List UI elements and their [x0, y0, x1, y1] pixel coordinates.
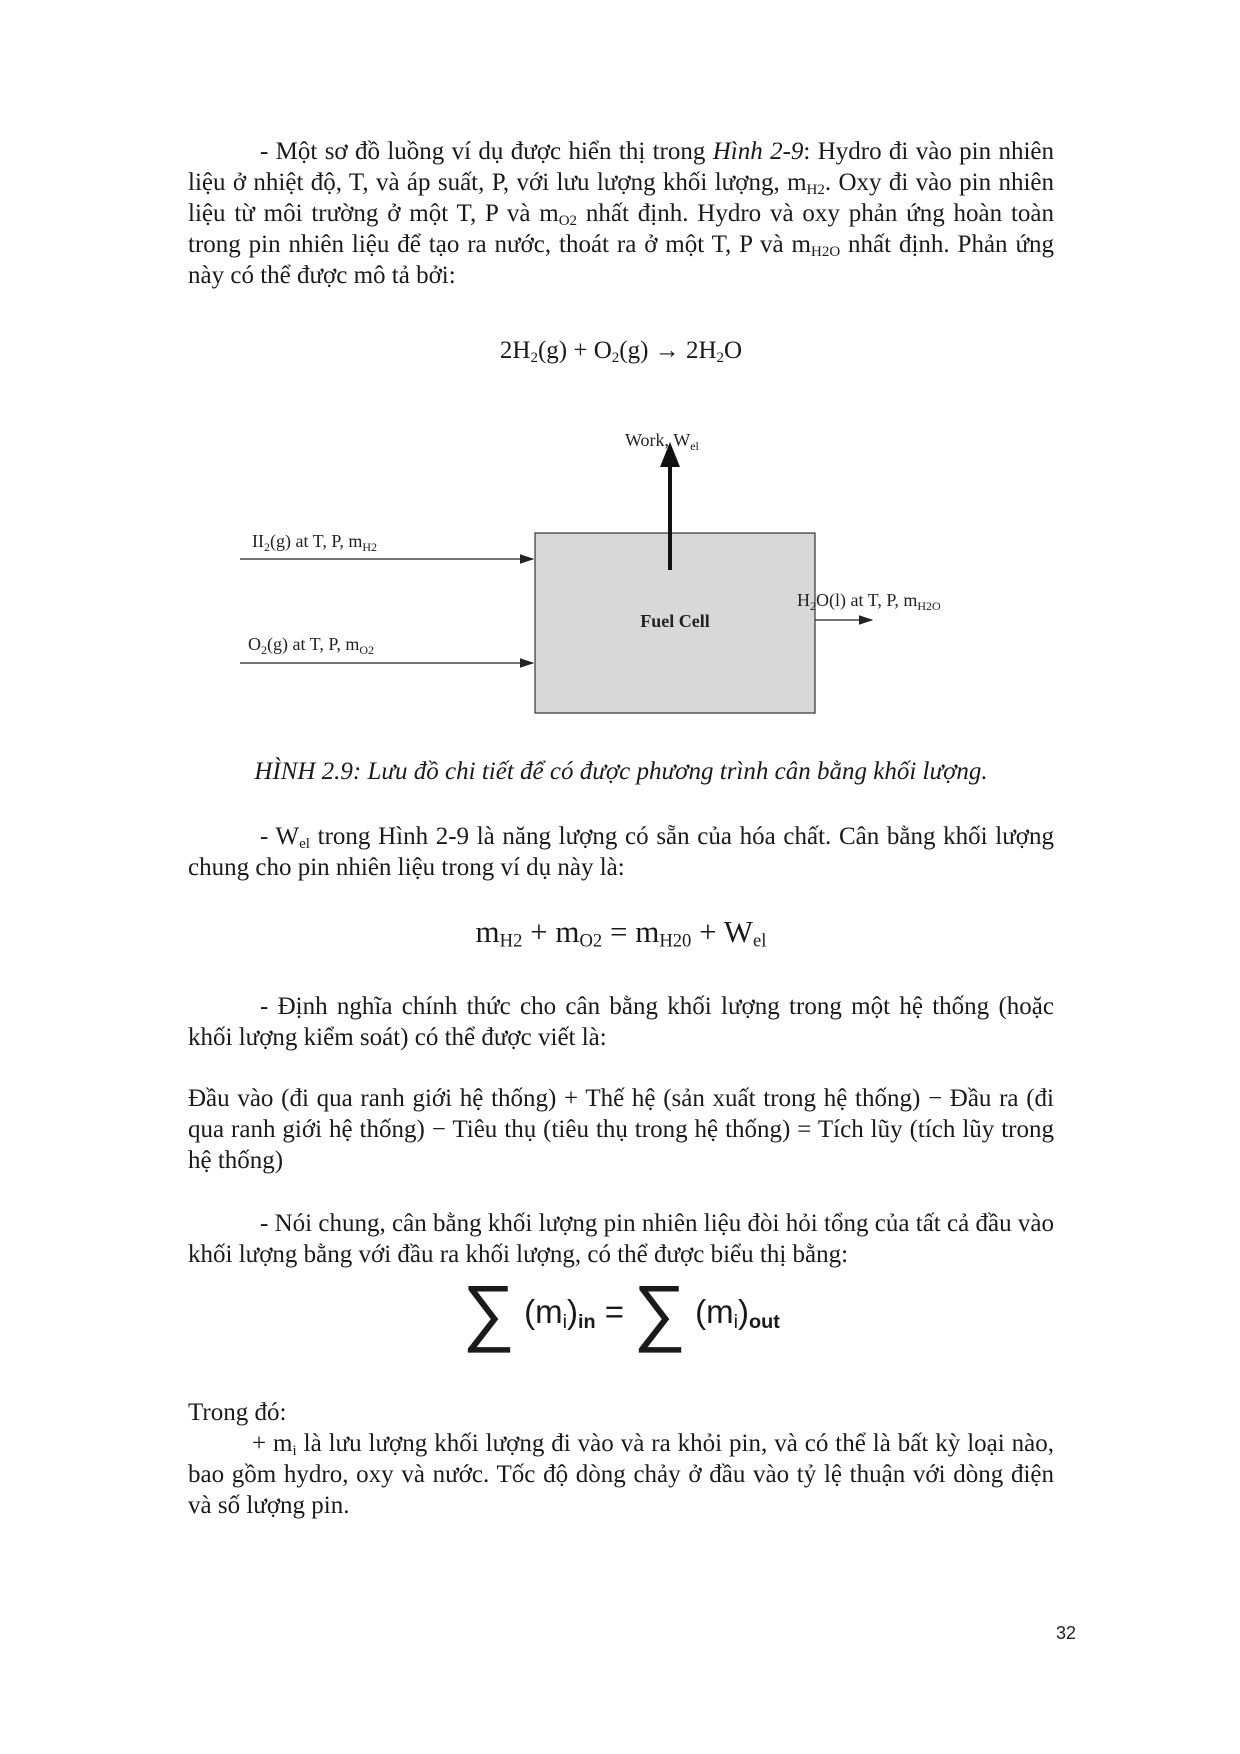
- figure-reference: Hình 2-9: [712, 138, 804, 165]
- reaction-equation: [188, 336, 1054, 366]
- eq-part: O: [724, 337, 743, 364]
- page-number: 32: [1055, 1623, 1076, 1643]
- eq-part: (g) + O: [537, 337, 612, 364]
- text-run: + m: [252, 1430, 293, 1457]
- h2-inlet-label: $II_2(g)$ at T, P, $m_{H2}$: [252, 531, 378, 554]
- eq-sub: O2: [579, 930, 603, 952]
- text-run: . Oxy đi vào pin nhiên liệu từ môi trường ở một T, P và m: [188, 169, 1054, 227]
- eq-sub: el: [753, 930, 767, 952]
- mass-balance-equation: [188, 912, 1054, 952]
- eq-sub: 2: [530, 349, 538, 366]
- text-run: nhất định. Hydro và oxy phản ứng hoàn toàn trong pin nhiên liệu để tạo ra nước, thoát ra ở một T, P và m: [188, 200, 1055, 258]
- paragraph-formal-definition: - Định nghĩa chính thức cho cân bằng khối lượng trong một hệ thống (hoặc khối lượng kiểm soát) có thể được viết là:: [188, 993, 1054, 1051]
- paragraph-where: Trong đó:: [188, 1399, 287, 1426]
- paragraph-mi-definition: [188, 1428, 1054, 1521]
- eq-sub: 2: [716, 349, 725, 366]
- text-run: trong Hình 2-9 là năng lượng có sẵn của hóa chất. Cân bằng khối lượng chung cho pin nhiên liệu trong ví dụ này là:: [188, 823, 1054, 881]
- eq-part: ): [738, 1293, 750, 1330]
- eq-part: 2H: [499, 337, 531, 364]
- o2-inlet-label: $O_2(g)$ at T, P, $m_{O2}$: [248, 634, 375, 657]
- subscript: i: [292, 1442, 297, 1459]
- eq-sub: H20: [659, 930, 692, 952]
- work-label: Work, $W_{el}$: [625, 430, 699, 453]
- eq-part: + W: [691, 914, 754, 949]
- eq-sub: 2: [611, 349, 620, 366]
- eq-part: (m: [685, 1293, 734, 1330]
- sigma-symbol: ∑: [633, 1269, 686, 1355]
- sum-balance-equation: [188, 1269, 1054, 1355]
- subscript: H2: [806, 181, 825, 198]
- eq-part: ): [567, 1293, 579, 1330]
- eq-part: (m: [514, 1293, 563, 1330]
- paragraph-flow-diagram-intro: [188, 136, 1054, 291]
- paragraph-wel-explanation: [188, 821, 1054, 883]
- paragraph-balance-definition: Đầu vào (đi qua ranh giới hệ thống) + Thế hệ (sản xuất trong hệ thống) − Đầu ra (đi qua ranh giới hệ thống) − Tiêu thụ (tiêu thụ trong hệ thống) = Tích lũy (tích lũy trong hệ thống): [188, 1085, 1054, 1174]
- subscript: el: [299, 835, 310, 852]
- eq-part: (g) → 2H: [619, 337, 717, 364]
- h2o-outlet-label: $H_2O(l)$ at T, P, $m_{H2O}$: [797, 590, 941, 613]
- sigma-symbol: ∑: [462, 1269, 515, 1355]
- eq-part: m: [475, 914, 500, 949]
- text-run: : Hydro đi vào pin nhiên liệu ở nhiệt độ, T, và áp suất, P, với lưu lượng khối lượng, m: [188, 138, 1054, 196]
- eq-sub: i: [733, 1310, 739, 1333]
- text-run: - W: [260, 823, 300, 850]
- eq-part: + m: [522, 914, 580, 949]
- eq-sub: H2: [499, 930, 523, 952]
- eq-sub: out: [749, 1310, 780, 1333]
- fuel-cell-label: Fuel Cell: [640, 611, 710, 631]
- eq-sub: i: [562, 1310, 568, 1333]
- eq-part: = m: [602, 914, 660, 949]
- fuel-cell-flow-diagram: [240, 420, 1090, 730]
- paragraph-general-balance: - Nói chung, cân bằng khối lượng pin nhiên liệu đòi hỏi tổng của tất cả đầu vào khối lượng bằng với đầu ra khối lượng, có thể được biểu thị bằng:: [188, 1210, 1054, 1268]
- eq-part: =: [595, 1293, 634, 1330]
- text-run: nhất định. Phản ứng này có thể được mô tả bởi:: [188, 231, 1054, 289]
- eq-sub: in: [578, 1310, 596, 1333]
- figure-caption: HÌNH 2.9: Lưu đồ chi tiết để có được phương trình cân bằng khối lượng.: [254, 758, 988, 785]
- text-run: - Một sơ đồ luồng ví dụ được hiển thị trong: [260, 138, 713, 165]
- subscript: H2O: [810, 243, 841, 260]
- subscript: O2: [558, 212, 578, 229]
- text-run: là lưu lượng khối lượng đi vào và ra khỏi pin, và có thể là bất kỳ loại nào, bao gồm hydro, oxy và nước. Tốc độ dòng chảy ở đầu vào tỷ lệ thuận với dòng điện và số lượng pin.: [188, 1430, 1054, 1519]
